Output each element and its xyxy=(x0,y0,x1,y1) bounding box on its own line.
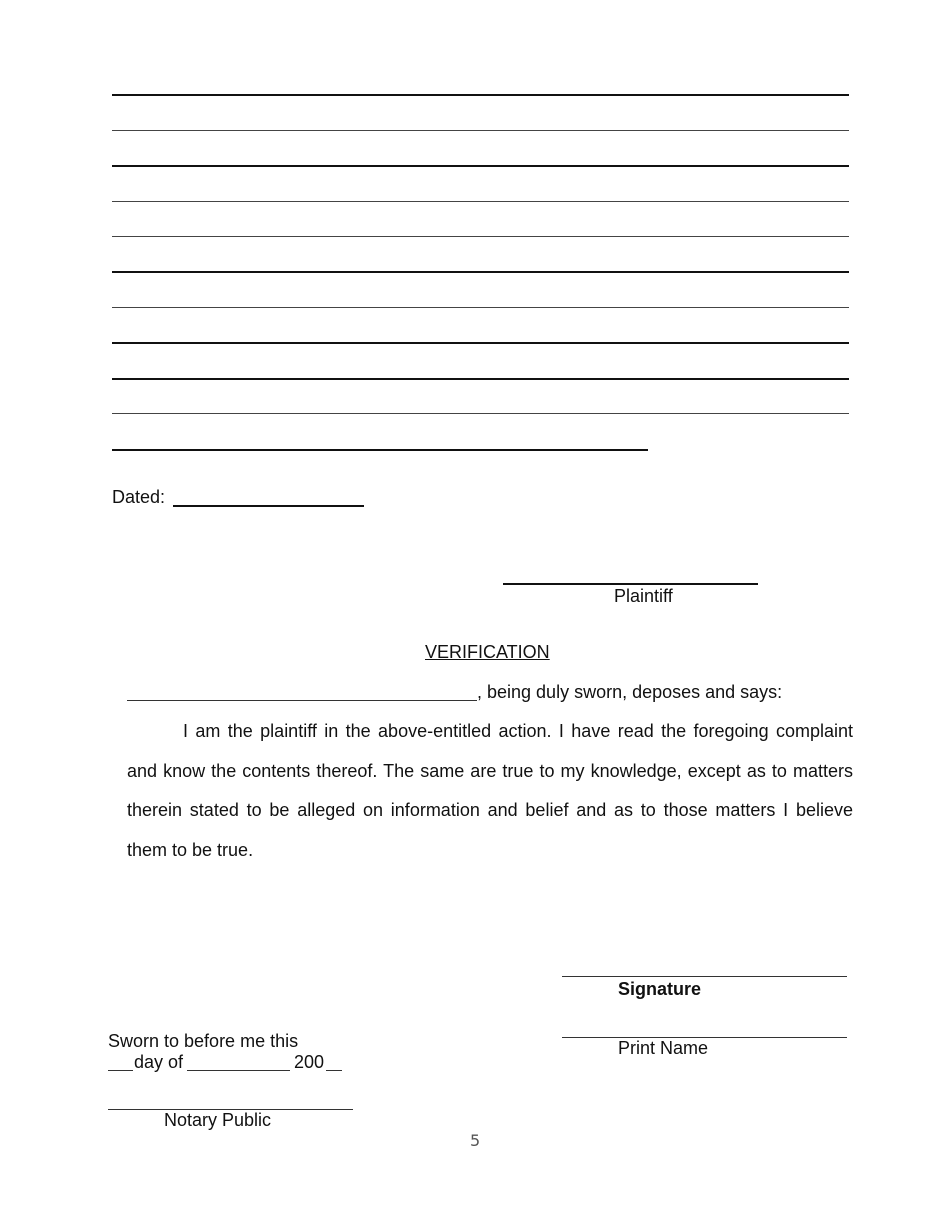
writing-line[interactable] xyxy=(112,342,849,344)
writing-line[interactable] xyxy=(112,130,849,131)
notary-day-text: day of xyxy=(134,1052,184,1072)
verification-body xyxy=(127,712,853,870)
notary-month-field[interactable] xyxy=(187,1070,290,1071)
dated-field[interactable] xyxy=(173,505,364,507)
dated-label: Dated: xyxy=(112,487,166,507)
deponent-name-field[interactable] xyxy=(127,700,477,701)
signature-label: Signature xyxy=(618,979,702,999)
notary-year-text: 200 xyxy=(294,1052,325,1072)
writing-line[interactable] xyxy=(112,271,849,273)
writing-line[interactable] xyxy=(112,94,849,96)
signature-line[interactable] xyxy=(562,976,847,977)
notary-public-label: Notary Public xyxy=(164,1110,272,1130)
writing-line[interactable] xyxy=(112,307,849,308)
notary-year-field[interactable] xyxy=(326,1070,342,1071)
writing-line[interactable] xyxy=(112,201,849,202)
writing-line-short[interactable] xyxy=(112,449,648,451)
verification-title: VERIFICATION xyxy=(425,642,550,662)
writing-line[interactable] xyxy=(112,378,849,380)
plaintiff-label: Plaintiff xyxy=(614,586,673,606)
verification-body-text: I am the plaintiff in the above-entitled action. I have read the foregoing complaint and know the contents thereof. The same are true to my knowledge, except as to matters therein stated to be alleged on information and belief and as to those matters I believe them to be true. xyxy=(127,721,853,860)
page-number: 5 xyxy=(470,1131,481,1150)
notary-day-field[interactable] xyxy=(108,1070,133,1071)
writing-line[interactable] xyxy=(112,236,849,237)
writing-line[interactable] xyxy=(112,165,849,167)
notary-sworn-text: Sworn to before me this xyxy=(108,1031,299,1051)
plaintiff-signature-line[interactable] xyxy=(503,583,758,585)
print-name-label: Print Name xyxy=(618,1038,709,1058)
sworn-statement: , being duly sworn, deposes and says: xyxy=(477,682,783,702)
writing-line[interactable] xyxy=(112,413,849,414)
